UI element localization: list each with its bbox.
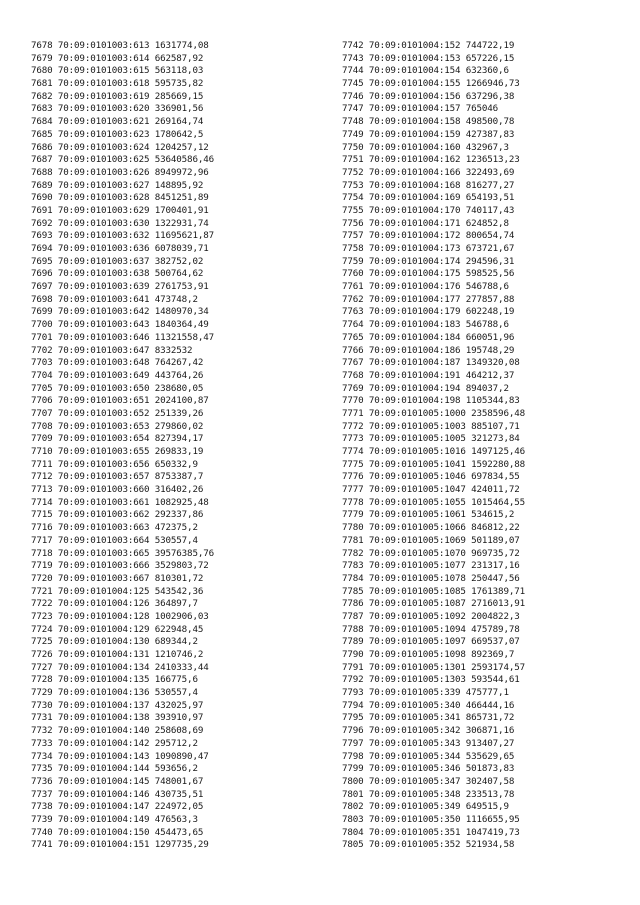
table-row: 7742 70:09:0101004:152 744722,19 xyxy=(342,40,515,51)
table-row: 7746 70:09:0101004:156 637296,38 xyxy=(342,90,515,102)
table-row: 7737 70:09:0101004:146 430735,51 xyxy=(31,788,204,800)
table-row: 7760 70:09:0101004:175 598525,56 xyxy=(342,268,515,280)
table-row: 7701 70:09:0101003:646 11321558,47 xyxy=(31,331,214,343)
table-row: 7798 70:09:0101005:344 535629,65 xyxy=(342,750,515,762)
table-row: 7723 70:09:0101004:128 1002906,03 xyxy=(31,610,209,622)
table-row: 7708 70:09:0101003:653 279860,02 xyxy=(31,420,204,432)
table-row: 7783 70:09:0101005:1077 231317,16 xyxy=(342,560,520,572)
table-row: 7759 70:09:0101004:174 294596,31 xyxy=(342,255,515,267)
table-row: 7761 70:09:0101004:176 546788,6 xyxy=(342,281,509,293)
table-row: 7721 70:09:0101004:125 543542,36 xyxy=(31,585,204,597)
table-row: 7799 70:09:0101005:346 501873,83 xyxy=(342,763,515,775)
table-row: 7691 70:09:0101003:629 1700401,91 xyxy=(31,204,209,216)
table-row: 7749 70:09:0101004:159 427387,83 xyxy=(342,128,515,140)
table-row: 7679 70:09:0101003:614 662587,92 xyxy=(31,52,204,64)
table-row: 7803 70:09:0101005:350 1116655,95 xyxy=(342,813,520,825)
table-row: 7706 70:09:0101003:651 2024100,87 xyxy=(31,395,209,407)
table-row: 7711 70:09:0101003:656 650332,9 xyxy=(31,458,198,470)
table-row: 7703 70:09:0101003:648 764267,42 xyxy=(31,357,204,369)
table-row: 7733 70:09:0101004:142 295712,2 xyxy=(31,737,198,749)
table-row: 7792 70:09:0101005:1303 593544,61 xyxy=(342,674,520,686)
table-row: 7712 70:09:0101003:657 8753387,7 xyxy=(31,471,204,483)
table-row: 7765 70:09:0101004:184 660051,96 xyxy=(342,331,515,343)
table-row: 7790 70:09:0101005:1098 892369,7 xyxy=(342,649,515,660)
table-row: 7767 70:09:0101004:187 1349320,08 xyxy=(342,357,520,369)
table-row: 7698 70:09:0101003:641 473748,2 xyxy=(31,293,198,305)
table-row: 7692 70:09:0101003:630 1322931,74 xyxy=(31,217,209,229)
table-row: 7690 70:09:0101003:628 8451251,89 xyxy=(31,192,209,204)
table-row: 7726 70:09:0101004:131 1210746,2 xyxy=(31,649,204,660)
table-row: 7720 70:09:0101003:667 810301,72 xyxy=(31,572,204,584)
table-row: 7728 70:09:0101004:135 166775,6 xyxy=(31,674,198,686)
table-row: 7762 70:09:0101004:177 277857,88 xyxy=(342,293,515,305)
table-row: 7689 70:09:0101003:627 148895,92 xyxy=(31,179,204,191)
table-row: 7793 70:09:0101005:339 475777,1 xyxy=(342,687,509,699)
table-row: 7739 70:09:0101004:149 476563,3 xyxy=(31,813,198,825)
table-row: 7697 70:09:0101003:639 2761753,91 xyxy=(31,281,209,293)
table-row: 7727 70:09:0101004:134 2410333,44 xyxy=(31,661,209,673)
table-row: 7769 70:09:0101004:194 894037,2 xyxy=(342,382,509,394)
table-row: 7724 70:09:0101004:129 622948,45 xyxy=(31,623,204,635)
table-row: 7740 70:09:0101004:150 454473,65 xyxy=(31,826,204,838)
table-row: 7784 70:09:0101005:1078 250447,56 xyxy=(342,572,520,584)
right-column xyxy=(342,40,525,852)
table-row: 7716 70:09:0101003:663 472375,2 xyxy=(31,522,198,534)
table-row: 7730 70:09:0101004:137 432025,97 xyxy=(31,699,204,711)
table-row: 7757 70:09:0101004:172 800654,74 xyxy=(342,230,515,242)
table-row: 7768 70:09:0101004:191 464212,37 xyxy=(342,369,515,381)
table-row: 7734 70:09:0101004:143 1090890,47 xyxy=(31,750,209,762)
table-row: 7752 70:09:0101004:166 322493,69 xyxy=(342,166,515,178)
table-row: 7700 70:09:0101003:643 1840364,49 xyxy=(31,319,209,331)
table-row: 7678 70:09:0101003:613 1631774,08 xyxy=(31,40,209,51)
table-row: 7714 70:09:0101003:661 1082925,48 xyxy=(31,496,209,508)
table-row: 7688 70:09:0101003:626 8949972,96 xyxy=(31,166,209,178)
table-row: 7699 70:09:0101003:642 1480970,34 xyxy=(31,306,209,318)
table-row: 7709 70:09:0101003:654 827394,17 xyxy=(31,433,204,445)
table-row: 7729 70:09:0101004:136 530557,4 xyxy=(31,687,198,699)
table-row: 7805 70:09:0101005:352 521934,58 xyxy=(342,839,515,851)
table-row: 7786 70:09:0101005:1087 2716013,91 xyxy=(342,598,525,610)
table-row: 7680 70:09:0101003:615 563118,03 xyxy=(31,65,204,77)
table-row: 7782 70:09:0101005:1070 969735,72 xyxy=(342,547,520,559)
table-row: 7787 70:09:0101005:1092 2004822,3 xyxy=(342,610,520,622)
table-row: 7717 70:09:0101003:664 530557,4 xyxy=(31,534,198,546)
table-row: 7715 70:09:0101003:662 292337,86 xyxy=(31,509,204,521)
table-row: 7797 70:09:0101005:343 913407,27 xyxy=(342,737,515,749)
table-row: 7794 70:09:0101005:340 466444,16 xyxy=(342,699,515,711)
table-row: 7705 70:09:0101003:650 238680,05 xyxy=(31,382,204,394)
table-row: 7684 70:09:0101003:621 269164,74 xyxy=(31,116,204,128)
table-row: 7687 70:09:0101003:625 53640586,46 xyxy=(31,154,214,166)
table-row: 7778 70:09:0101005:1055 1015464,55 xyxy=(342,496,525,508)
table-row: 7772 70:09:0101005:1003 885107,71 xyxy=(342,420,520,432)
table-row: 7780 70:09:0101005:1066 846812,22 xyxy=(342,522,520,534)
table-row: 7732 70:09:0101004:140 258608,69 xyxy=(31,725,204,737)
table-row: 7681 70:09:0101003:618 595735,82 xyxy=(31,78,204,90)
table-row: 7753 70:09:0101004:168 816277,27 xyxy=(342,179,515,191)
table-row: 7686 70:09:0101003:624 1204257,12 xyxy=(31,141,209,153)
table-row: 7722 70:09:0101004:126 364897,7 xyxy=(31,598,198,610)
table-row: 7774 70:09:0101005:1016 1497125,46 xyxy=(342,446,525,457)
table-row: 7707 70:09:0101003:652 251339,26 xyxy=(31,407,204,419)
table-row: 7713 70:09:0101003:660 316402,26 xyxy=(31,484,204,496)
table-row: 7748 70:09:0101004:158 498500,78 xyxy=(342,116,515,128)
table-row: 7719 70:09:0101003:666 3529803,72 xyxy=(31,560,209,572)
table-row: 7776 70:09:0101005:1046 697834,55 xyxy=(342,471,520,483)
table-row: 7758 70:09:0101004:173 673721,67 xyxy=(342,243,515,254)
table-row: 7770 70:09:0101004:198 1105344,83 xyxy=(342,395,520,407)
table-row: 7718 70:09:0101003:665 39576385,76 xyxy=(31,547,214,559)
table-row: 7682 70:09:0101003:619 285669,15 xyxy=(31,90,204,102)
table-row: 7788 70:09:0101005:1094 475789,78 xyxy=(342,623,520,635)
table-row: 7736 70:09:0101004:145 748001,67 xyxy=(31,775,204,787)
table-row: 7771 70:09:0101005:1000 2358596,48 xyxy=(342,407,525,419)
table-row: 7804 70:09:0101005:351 1047419,73 xyxy=(342,826,520,838)
table-row: 7704 70:09:0101003:649 443764,26 xyxy=(31,369,204,381)
table-row: 7763 70:09:0101004:179 602248,19 xyxy=(342,306,515,318)
table-row: 7791 70:09:0101005:1301 2593174,57 xyxy=(342,661,525,673)
table-row: 7756 70:09:0101004:171 624852,8 xyxy=(342,217,509,229)
table-row: 7773 70:09:0101005:1005 321273,84 xyxy=(342,433,520,445)
table-row: 7685 70:09:0101003:623 1780642,5 xyxy=(31,128,204,140)
table-row: 7747 70:09:0101004:157 765046 xyxy=(342,103,499,115)
table-row: 7800 70:09:0101005:347 302407,58 xyxy=(342,775,515,787)
table-row: 7764 70:09:0101004:183 546788,6 xyxy=(342,319,509,331)
table-row: 7754 70:09:0101004:169 654193,51 xyxy=(342,192,515,204)
table-row: 7694 70:09:0101003:636 6078039,71 xyxy=(31,243,209,254)
table-row: 7802 70:09:0101005:349 649515,9 xyxy=(342,801,509,813)
table-row: 7738 70:09:0101004:147 224972,05 xyxy=(31,801,204,813)
table-row: 7766 70:09:0101004:186 195748,29 xyxy=(342,344,515,356)
table-row: 7781 70:09:0101005:1069 501189,07 xyxy=(342,534,520,546)
table-row: 7745 70:09:0101004:155 1266946,73 xyxy=(342,78,520,90)
table-row: 7751 70:09:0101004:162 1236513,23 xyxy=(342,154,520,166)
table-row: 7744 70:09:0101004:154 632360,6 xyxy=(342,65,509,77)
table-row: 7795 70:09:0101005:341 865731,72 xyxy=(342,712,515,724)
table-row: 7796 70:09:0101005:342 306871,16 xyxy=(342,725,515,737)
table-row: 7750 70:09:0101004:160 432967,3 xyxy=(342,141,509,153)
table-row: 7743 70:09:0101004:153 657226,15 xyxy=(342,52,515,64)
table-row: 7696 70:09:0101003:638 500764,62 xyxy=(31,268,204,280)
table-row: 7693 70:09:0101003:632 11695621,87 xyxy=(31,230,214,242)
table-row: 7683 70:09:0101003:620 336901,56 xyxy=(31,103,204,115)
table-row: 7789 70:09:0101005:1097 669537,07 xyxy=(342,636,520,648)
table-row: 7741 70:09:0101004:151 1297735,29 xyxy=(31,839,209,851)
table-row: 7777 70:09:0101005:1047 424011,72 xyxy=(342,484,520,496)
table-row: 7775 70:09:0101005:1041 1592280,88 xyxy=(342,458,525,470)
table-row: 7801 70:09:0101005:348 233513,78 xyxy=(342,788,515,800)
table-row: 7779 70:09:0101005:1061 534615,2 xyxy=(342,509,515,521)
table-row: 7695 70:09:0101003:637 382752,02 xyxy=(31,255,204,267)
table-row: 7731 70:09:0101004:138 393910,97 xyxy=(31,712,204,724)
left-column xyxy=(31,40,214,852)
table-row: 7785 70:09:0101005:1085 1761389,71 xyxy=(342,585,525,597)
table-row: 7702 70:09:0101003:647 8332532 xyxy=(31,344,193,356)
table-row: 7735 70:09:0101004:144 593656,2 xyxy=(31,763,198,775)
table-row: 7755 70:09:0101004:170 740117,43 xyxy=(342,204,515,216)
table-row: 7710 70:09:0101003:655 269833,19 xyxy=(31,446,204,457)
table-row: 7725 70:09:0101004:130 689344,2 xyxy=(31,636,198,648)
